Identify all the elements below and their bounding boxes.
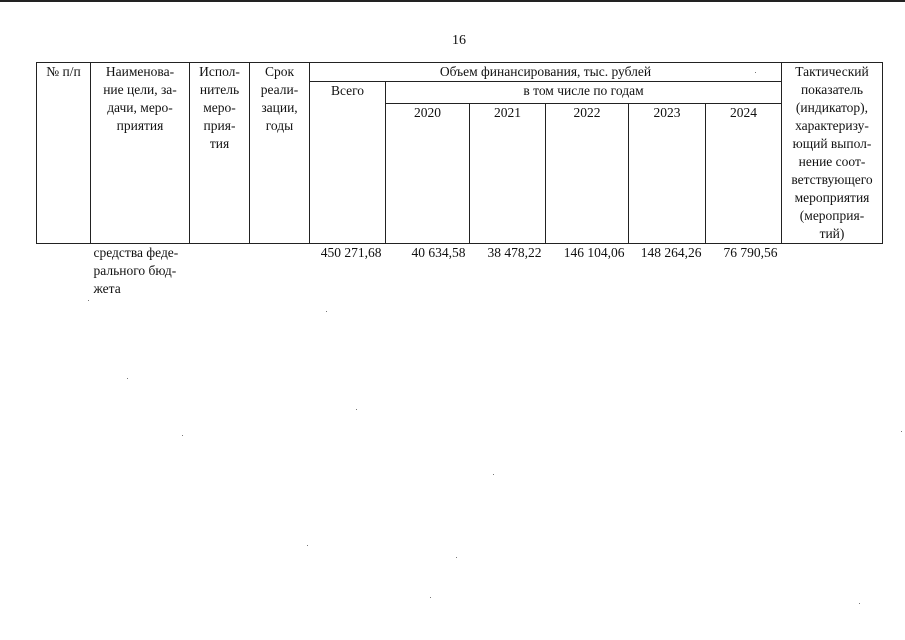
row-name-line: рального бюд-: [93, 263, 177, 278]
header-term-line: реали-: [260, 82, 299, 97]
header-name-line: дачи, меро-: [107, 100, 173, 115]
header-indicator-line: ющий выпол-: [792, 136, 872, 151]
header-term-line: годы: [265, 118, 294, 133]
header-year: 2021: [470, 104, 546, 244]
header-name-line: приятия: [116, 118, 164, 133]
scan-speck: [755, 72, 756, 73]
row-year-value: 38 478,22: [487, 245, 542, 260]
table-row: [37, 244, 883, 299]
row-year-value: 40 634,58: [411, 245, 466, 260]
scan-speck: [356, 409, 357, 410]
header-indicator-line: характеризу-: [795, 118, 869, 133]
scan-speck: [859, 603, 860, 604]
header-indicator-line: (индикатор),: [795, 100, 869, 115]
row-name-line: средства феде-: [93, 245, 179, 260]
scan-speck: [88, 300, 89, 301]
header-funding: Объем финансирования, тыс. рублей: [310, 63, 782, 82]
header-total: Всего: [310, 82, 386, 244]
header-year: 2024: [706, 104, 782, 244]
header-executor: [190, 63, 250, 244]
scan-speck: [307, 545, 308, 546]
header-term-line: зации,: [261, 100, 298, 115]
header-executor-line: Испол-: [199, 64, 240, 79]
row-name: [91, 244, 190, 299]
header-indicator-line: тий): [819, 226, 845, 241]
row-num: [37, 244, 91, 299]
row-year-value: 146 104,06: [563, 245, 625, 260]
header-name: [91, 63, 190, 244]
row-executor: [190, 244, 250, 299]
header-indicator-line: нение соот-: [798, 154, 866, 169]
header-executor-line: тия: [209, 136, 230, 151]
scan-speck: [182, 435, 183, 436]
row-indicator: [782, 244, 883, 299]
scan-speck: [127, 378, 128, 379]
top-rule: [0, 0, 905, 2]
header-year: 2022: [546, 104, 629, 244]
row-year-value: 148 264,26: [640, 245, 702, 260]
scan-speck: [430, 597, 431, 598]
header-num: № п/п: [37, 63, 91, 244]
scan-speck: [456, 557, 457, 558]
header-name-line: ние цели, за-: [103, 82, 177, 97]
header-by-years: в том числе по годам: [386, 82, 782, 104]
header-term: [250, 63, 310, 244]
page-number: 16: [452, 33, 466, 48]
row-term: [250, 244, 310, 299]
header-executor-line: прия-: [203, 118, 236, 133]
header-term-line: Срок: [264, 64, 295, 79]
header-indicator: [782, 63, 883, 244]
header-indicator-line: мероприятия: [794, 190, 870, 205]
scan-speck: [493, 474, 494, 475]
header-executor-line: нитель: [199, 82, 240, 97]
header-indicator-line: Тактический: [795, 64, 869, 79]
row-name-line: жета: [93, 281, 121, 296]
scan-speck: [326, 311, 327, 312]
scan-speck: [901, 431, 902, 432]
row-year-value: 76 790,56: [723, 245, 778, 260]
row-total: 450 271,68: [320, 245, 382, 260]
budget-table: [36, 62, 883, 298]
header-name-line: Наименова-: [105, 64, 175, 79]
header-year: 2020: [386, 104, 470, 244]
header-indicator-line: показатель: [800, 82, 864, 97]
header-indicator-line: ветствующего: [791, 172, 873, 187]
header-indicator-line: (мероприя-: [799, 208, 865, 223]
header-year: 2023: [629, 104, 706, 244]
header-executor-line: меро-: [203, 100, 236, 115]
